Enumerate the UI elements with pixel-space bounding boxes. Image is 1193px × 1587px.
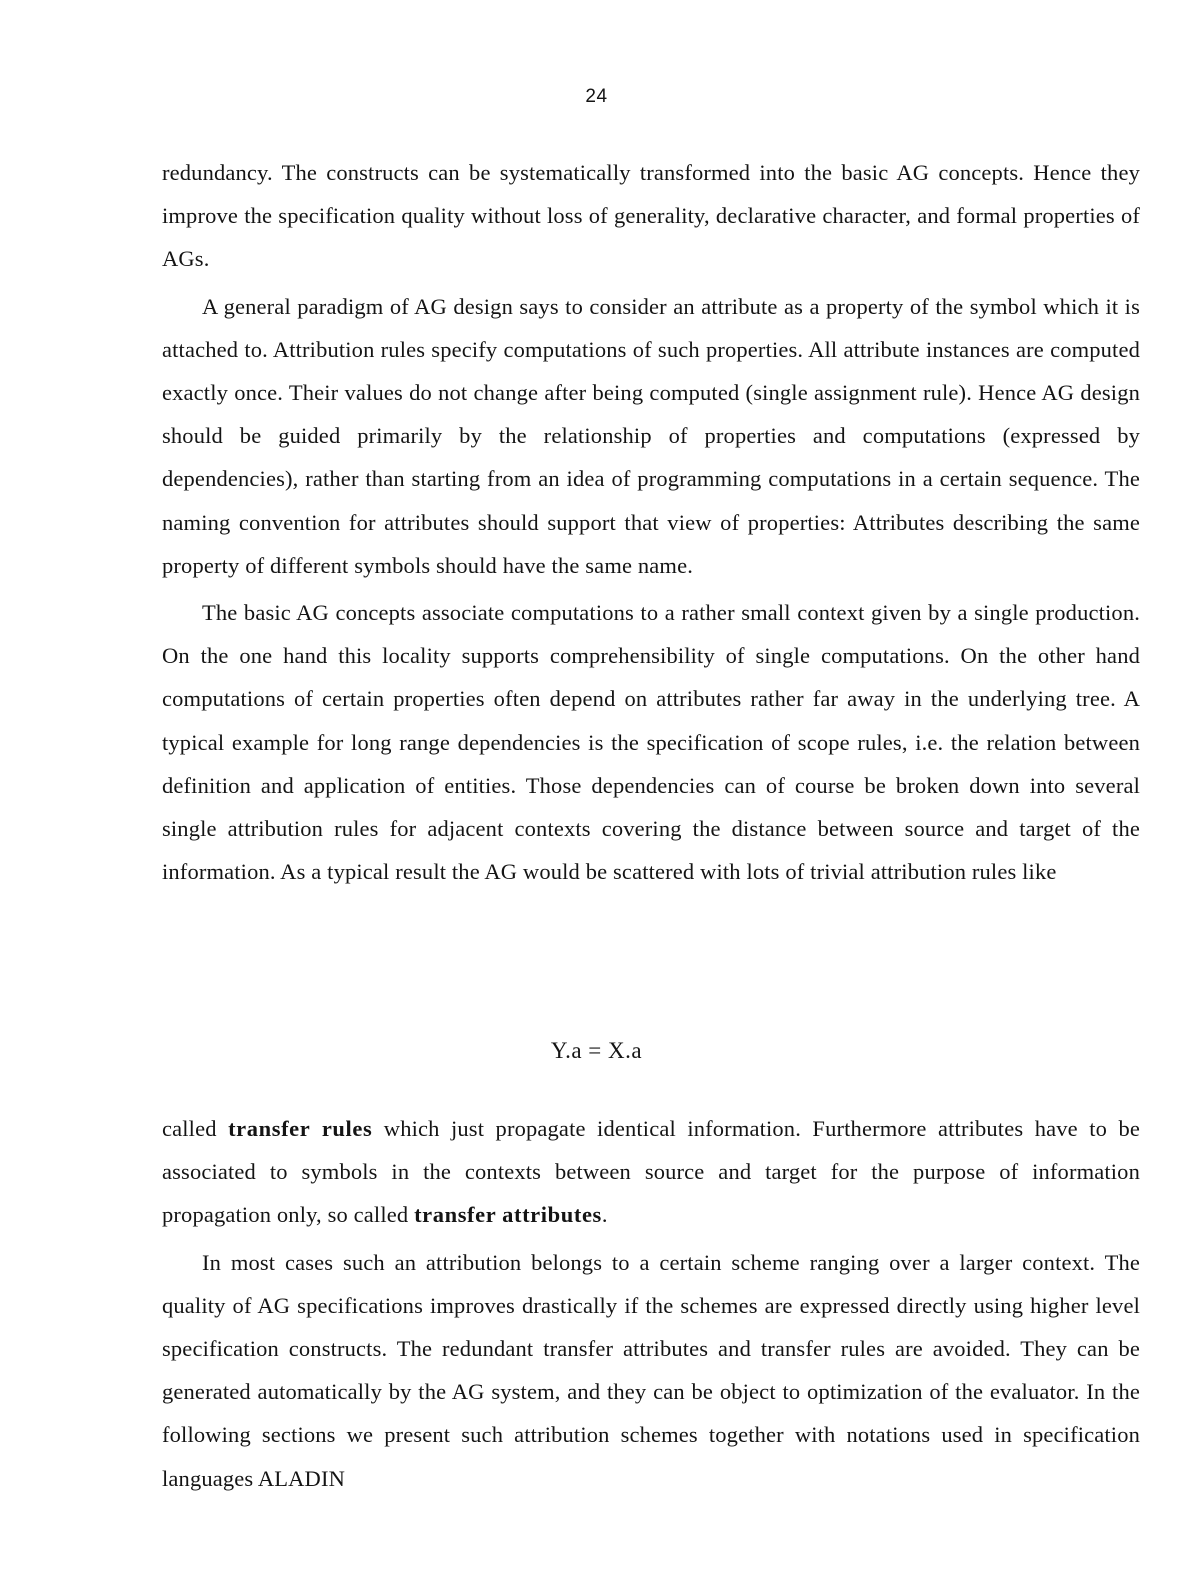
transfer-rules-text-3: . [601,1202,608,1228]
transfer-rule-equation: Y.a = X.a [550,1038,643,1063]
paragraph-long-range-dependencies: The basic AG concepts associate computations to a rather small context given by a single production. On the one hand this locality supports comprehensibility of single computations. On the other hand computations of certain properties often depend on attributes rather far away in the underlying tree. A typical example for long range dependencies is the specification of scope rules, i.e. the relation between definition and application of entities. Those dependencies can of course be broken down into several single attribution rules for adjacent contexts covering the distance between source and target of the information. As a typical result the AG would be scattered with lots of trivial attribution rules like [162,600,1140,885]
body-text-upper [162,151,1140,893]
paragraph-transfer-rules [162,1107,1140,1237]
transfer-rules-text-2: which just propagate identical information. Furthermore attributes have to be associated to symbols in the contexts between source and target for the purpose of information propagation only, so called [162,1116,1141,1228]
paragraph-attribution-schemes: In most cases such an attribution belongs to a certain scheme ranging over a larger context. The quality of AG specifications improves drastically if the schemes are expressed directly using higher level specification constructs. The redundant transfer attributes and transfer rules are avoided. They can be generated automatically by the AG system, and they can be object to optimization of the evaluator. In the following sections we present such attribution schemes together with notations used in specification languages ALADIN [162,1249,1140,1491]
body-text-lower [162,1107,1140,1500]
transfer-rules-text-1: called [162,1116,229,1141]
term-transfer-attributes: transfer attributes [414,1202,602,1228]
term-transfer-rules: transfer rules [228,1116,373,1141]
paragraph-continuation: redundancy. The constructs can be systematically transformed into the basic AG concepts. Hence they improve the specification quality without loss of generality, declarative character, and formal properties of AGs. [162,160,1140,272]
paragraph-ag-design-paradigm: A general paradigm of AG design says to consider an attribute as a property of the symbol which it is attached to. Attribution rules specify computations of such properties. All attribute instances are computed exactly once. Their values do not change after being computed (single assignment rule). Hence AG design should be guided primarily by the relationship of properties and computations (expressed by dependencies), rather than starting from an idea of programming computations in a certain sequence. The naming convention for attributes should support that view of properties: Attributes describing the same property of different symbols should have the same name. [162,293,1140,578]
page-number: 24 [585,86,608,107]
